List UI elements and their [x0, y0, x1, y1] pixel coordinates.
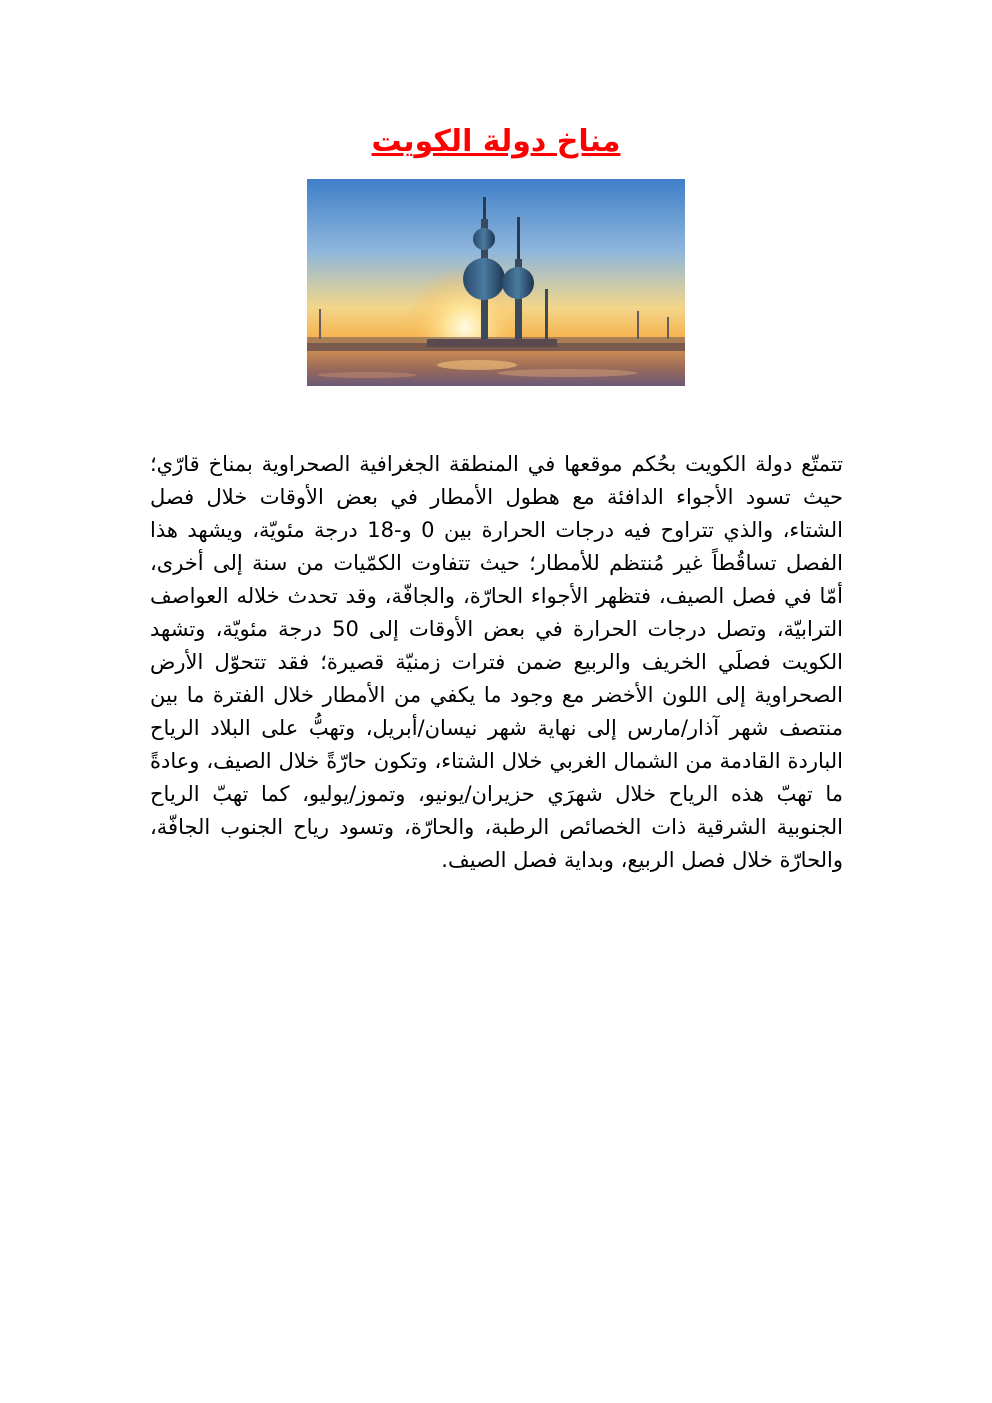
body-paragraph: تتمتّع دولة الكويت بحُكم موقعها في المنطقة الجغرافية الصحراوية بمناخ قارّي؛ حيث تسود الأجواء الدافئة مع هطول الأمطار في بعض الأوقات خلال فصل الشتاء، والذي تتراوح فيه درجات الحرارة بين 0 و-18 درجة مئويّة، ويشهد هذا الفصل تساقُطاً غير مُنتظم للأمطار؛ حيث تتفاوت الكمّيات من سنة إلى أخرى، أمّا في فصل الصيف، فتظهر الأجواء الحارّة، والجافّة، وقد تحدث خلاله العواصف الترابيّة، وتصل درجات الحرارة في بعض الأوقات إلى 50 درجة مئويّة، وتشهد الكويت فصلَي الخريف والربيع ضمن فترات زمنيّة قصيرة؛ فقد تتحوّل الأرض الصحراوية إلى اللون الأخضر مع وجود ما يكفي من الأمطار خلال الفترة ما بين منتصف شهر آذار/مارس إلى نهاية شهر نيسان/أبريل، وتهبُّ على البلاد الرياح الباردة القادمة من الشمال الغربي خلال الشتاء، وتكون حارّةً خلال الصيف، وعادةً ما تهبّ هذه الرياح خلال شهرَي حزيران/يونيو، وتموز/يوليو، كما تهبّ الرياح الجنوبية الشرقية ذات الخصائص الرطبة، والحارّة، وتسود رياح الجنوب الجافّة، والحارّة خلال فصل الربيع، وبداية فصل الصيف. [150, 452, 844, 872]
page-title: مناخ دولة الكويت [371, 124, 621, 159]
kuwait-towers-photo [307, 179, 685, 386]
